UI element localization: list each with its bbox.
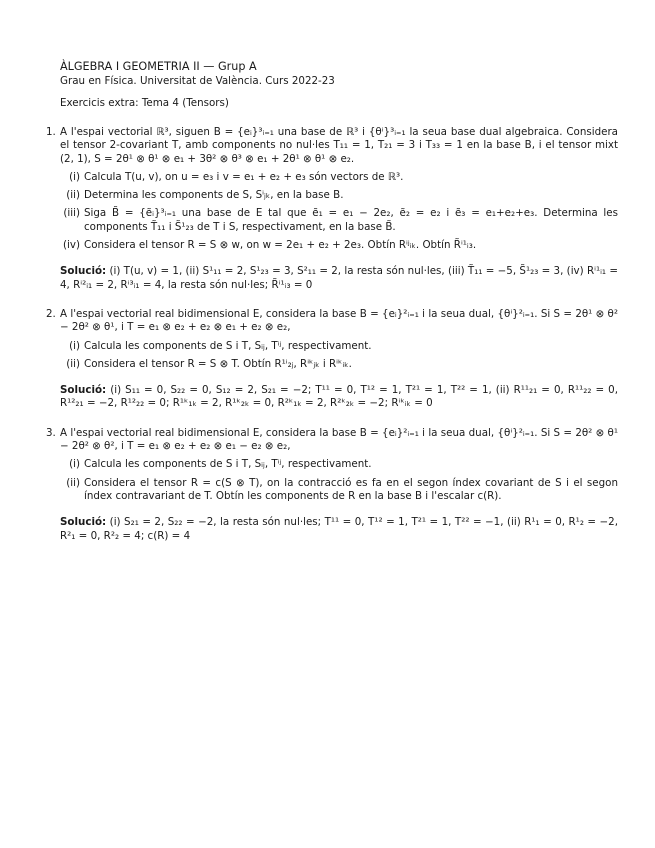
document-page: [46, 60, 619, 543]
solution-text: (i) T(u, v) = 1, (ii) S¹₁₁ = 2, S¹₂₃ = 3, S²₁₁ = 2, la resta són nul·les, (iii) T̃₁₁ = −5, S̃¹₂₃ = 3, (iv) Rⁱ¹ᵢ₁ = 4, Rⁱ²ᵢ₁ = 2, Rⁱ³ᵢ₁ = 4, la resta són nul·les; R̃ⁱ¹ᵢ₃ = 0: [60, 265, 618, 291]
exercise-items: [60, 171, 618, 252]
solution: [60, 265, 618, 292]
item-label: (ii): [66, 476, 80, 489]
exercise-1: [46, 126, 618, 292]
item-label: (i): [69, 170, 80, 183]
item-text: Considera el tensor R = S ⊗ T. Obtín R¹ⁱ₂ⱼ, Rⁱᵏⱼₖ i Rⁱᵏᵢₖ.: [84, 357, 352, 370]
item-text: Siga B̃ = {ẽᵢ}³ᵢ₌₁ una base de E tal que ẽ₁ = e₁ − 2e₂, ẽ₂ = e₂ i ẽ₃ = e₁+e₂+e₃. Determina les components T̃₁₁ i S̃¹₂₃ de T i S, respectivament, en la base B̃.: [84, 207, 618, 233]
solution-label: Solució:: [60, 516, 107, 529]
exercise-statement: A l'espai vectorial real bidimensional E, considera la base B = {eᵢ}²ᵢ₌₁ i la seua dual, {θⁱ}²ᵢ₌₁. Si S = 2θ² ⊗ θ¹ − 2θ² ⊗ θ², i T = e₁ ⊗ e₂ + e₂ ⊗ e₁ − e₂ ⊗ e₂,: [60, 426, 618, 453]
item-label: (ii): [66, 189, 80, 202]
exercise-number: 3.: [46, 426, 56, 439]
exercise-item: [69, 458, 618, 471]
item-text: Calcula T(u, v), on u = e₃ i v = e₁ + e₂ + e₃ són vectors de ℝ³.: [84, 170, 404, 183]
course-subtitle: Grau en Física. Universitat de València. Curs 2022-23: [60, 75, 335, 87]
item-label: (iv): [63, 239, 80, 252]
solution-text: (i) S₂₁ = 2, S₂₂ = −2, la resta són nul·les; T¹¹ = 0, T¹² = 1, T²¹ = 1, T²² = −1, (ii) R¹₁ = 0, R¹₂ = −2, R²₁ = 0, R²₂ = 4; c(R) = 4: [60, 516, 618, 542]
exercise-item: [69, 339, 618, 353]
exercise-item: [66, 357, 618, 371]
document-header: [60, 60, 618, 88]
solution-label: Solució:: [60, 265, 107, 278]
exercise-item: [63, 239, 618, 252]
item-text: Calcula les components de S i T, Sᵢⱼ, Tⁱʲ, respectivament.: [84, 339, 372, 352]
exercise-item: [63, 207, 618, 234]
item-label: (ii): [66, 357, 80, 370]
item-text: Considera el tensor R = S ⊗ w, on w = 2e₁ + e₂ + 2e₃. Obtín Rⁱʲᵢₖ. Obtín R̃ⁱ¹ᵢ₃.: [84, 239, 477, 252]
exercise-2: [46, 307, 619, 411]
exercise-number: 2.: [46, 307, 56, 320]
solution-label: Solució:: [60, 384, 107, 397]
item-text: Determina les components de S, Sⁱⱼₖ, en la base B.: [84, 189, 344, 202]
exercise-3: [46, 426, 618, 543]
item-label: (i): [69, 458, 80, 471]
topic-heading: Exercicis extra: Tema 4 (Tensors): [60, 97, 229, 109]
exercise-items: [60, 340, 618, 372]
item-text: Considera el tensor R = c(S ⊗ T), on la contracció es fa en el segon índex covariant de S i el segon índex contravariant de T. Obtín les components de R en la base B i l'escalar c(R).: [84, 476, 618, 502]
exercise-item: [66, 189, 618, 202]
solution-text: (i) S₁₁ = 0, S₂₂ = 0, S₁₂ = 2, S₂₁ = −2; T¹¹ = 0, T¹² = 1, T²¹ = 1, T²² = 1, (ii) R¹¹₂₁ = 0, R¹¹₂₂ = 0, R¹²₂₁ = −2, R¹²₂₂ = 0; R¹ᵏ₁ₖ = 2, R¹ᵏ₂ₖ = 0, R²ᵏ₁ₖ = 2, R²ᵏ₂ₖ = −2; Rⁱᵏᵢₖ = 0: [60, 384, 619, 410]
item-label: (iii): [63, 207, 80, 220]
item-text: Calcula les components de S i T, Sᵢⱼ, Tⁱʲ, respectivament.: [84, 458, 372, 471]
exercise-item: [66, 476, 618, 504]
exercise-number: 1.: [46, 126, 56, 138]
exercise-items: [60, 458, 618, 503]
exercise-item: [69, 170, 618, 184]
exercise-statement: A l'espai vectorial ℝ³, siguen B = {eᵢ}³ᵢ₌₁ una base de ℝ³ i {θⁱ}³ᵢ₌₁ la seua base dual algebraica. Considera el tensor 2-covariant T, amb components no nul·les T₁₁ = 1, T₂₁ = 3 i T₃₃ = 1 en la base B, i el tensor mixt (2, 1), S = 2θ¹ ⊗ θ¹ ⊗ e₁ + 3θ² ⊗ θ³ ⊗ e₁ + 2θ¹ ⊗ θ¹ ⊗ e₂.: [60, 126, 618, 165]
solution: [60, 384, 618, 411]
exercise-statement: A l'espai vectorial real bidimensional E, considera la base B = {eᵢ}²ᵢ₌₁ i la seua dual, {θⁱ}²ᵢ₌₁. Si S = 2θ¹ ⊗ θ² − 2θ² ⊗ θ¹, i T = e₁ ⊗ e₂ + e₂ ⊗ e₁ + e₂ ⊗ e₂,: [60, 307, 618, 334]
solution: [60, 516, 618, 543]
course-title: ÀLGEBRA I GEOMETRIA II — Grup A: [60, 60, 257, 73]
item-label: (i): [69, 339, 80, 352]
